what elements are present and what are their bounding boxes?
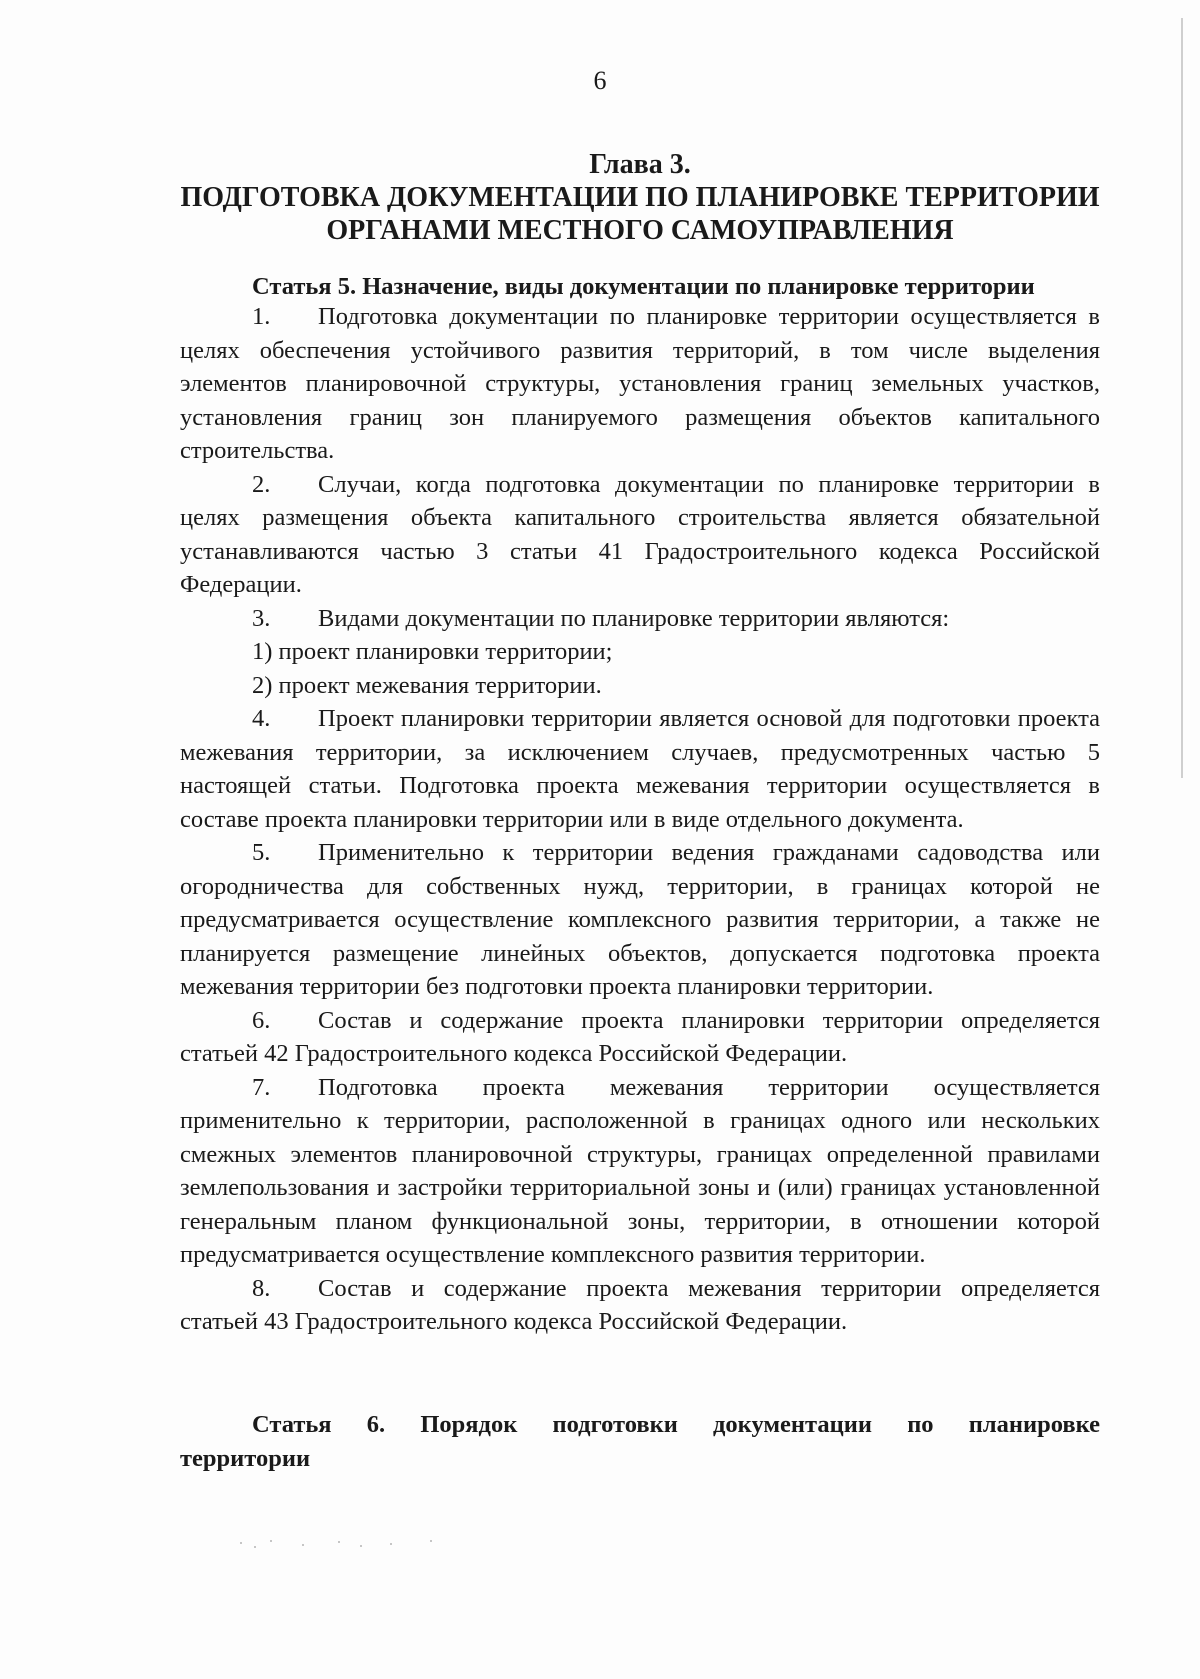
article-6-word: 6.	[366, 1411, 386, 1438]
chapter-heading	[180, 148, 1100, 247]
paragraph-5	[180, 836, 1100, 1004]
article-6-title-line-1	[180, 1408, 1100, 1442]
article-5-title: Статья 5. Назначение, виды документации по планировке территории	[252, 273, 1035, 300]
paragraph-text: Применительно к территории ведения гражданами садоводства или огородничества для собственных нужд, территории, в границах которой не предусматривается осуществление комплексного развития территории, а также не планируется размещение линейных объектов, допускается подготовка проекта межевания территории без подготовки проекта планировки территории.	[180, 839, 1100, 1000]
paragraph-text: Состав и содержание проекта межевания территории определяется статьей 43 Градостроительного кодекса Российской Федерации.	[180, 1274, 1100, 1335]
paragraph-2	[180, 468, 1100, 602]
article-6-word: подготовки	[552, 1411, 678, 1438]
chapter-title-line-2: ОРГАНАМИ МЕСТНОГО САМОУПРАВЛЕНИЯ	[326, 215, 954, 246]
paragraph-number: 5.	[252, 839, 271, 866]
paragraph-text: Подготовка документации по планировке территории осуществляется в целях обеспечения устойчивого развития территорий, в том числе выделения элементов планировочной структуры, установления границ земельных участков, установления границ зон планируемого размещения объектов капитального строительства.	[180, 303, 1100, 464]
paragraph-3-item-2	[180, 669, 1100, 703]
paragraph-text: Случаи, когда подготовка документации по планировке территории в целях размещения объекта капитального строительства является обязательной устанавливаются частью 3 статьи 41 Градостроительного кодекса Российской Федерации.	[180, 470, 1100, 598]
paragraph-number: 7.	[252, 1073, 271, 1101]
paragraph-4	[180, 702, 1100, 836]
article-6-word: документации	[713, 1411, 872, 1438]
paragraph-text: 1) проект планировки территории;	[252, 638, 613, 665]
chapter-title-line-1: ПОДГОТОВКА ДОКУМЕНТАЦИИ ПО ПЛАНИРОВКЕ ТЕРРИТОРИИ	[180, 182, 1100, 213]
article-6-word: по	[907, 1411, 934, 1438]
article-6-word: Статья	[252, 1411, 332, 1438]
scan-specks	[240, 1538, 540, 1558]
paragraph-3-item-1	[180, 635, 1100, 669]
scan-speck	[390, 1543, 392, 1545]
paragraph-3	[180, 602, 1100, 636]
article-6-title	[180, 1408, 1100, 1476]
scan-speck	[270, 1540, 272, 1542]
paragraph-number: 4.	[252, 705, 271, 732]
paragraph-number: 8.	[252, 1274, 271, 1302]
paragraph-text: Видами документации по планировке территории являются:	[318, 604, 950, 632]
scan-speck	[254, 1546, 256, 1548]
paragraph-1	[180, 300, 1100, 468]
paragraph-6	[180, 1004, 1100, 1071]
paragraph-number: 6.	[252, 1006, 271, 1034]
scan-speck	[338, 1541, 340, 1543]
article-6-title-line-2: территории	[180, 1445, 311, 1472]
article-6-word: планировке	[968, 1411, 1100, 1438]
scan-speck	[302, 1544, 304, 1546]
paragraph-number: 2.	[252, 470, 271, 498]
paragraph-text: Состав и содержание проекта планировки территории определяется статьей 42 Градостроительного кодекса Российской Федерации.	[180, 1006, 1100, 1067]
scan-edge-line	[1181, 18, 1183, 778]
paragraph-number: 3.	[252, 604, 271, 632]
page-number: 6	[593, 66, 607, 95]
article-5-body	[180, 300, 1100, 1339]
paragraph-text: Проект планировки территории является основой для подготовки проекта межевания территории, за исключением случаев, предусмотренных частью 5 настоящей статьи. Подготовка проекта межевания территории осуществляется в составе проекта планировки территории или в виде отдельного документа.	[180, 705, 1100, 833]
paragraph-8	[180, 1272, 1100, 1339]
chapter-label: Глава 3.	[589, 149, 691, 180]
scan-speck	[240, 1542, 242, 1544]
paragraph-text: Подготовка проекта межевания территории осуществляется применительно к территории, расположенной в границах одного или нескольких смежных элементов планировочной структуры, границах определенной правилами землепользования и застройки территориальной зоны и (или) границах установленной генеральным планом функциональной зоны, территории, в отношении которой предусматривается осуществление комплексного развития территории.	[180, 1073, 1100, 1268]
article-6-word: Порядок	[420, 1411, 518, 1438]
scan-speck	[430, 1540, 432, 1542]
paragraph-number: 1.	[252, 303, 271, 330]
paragraph-text: 2) проект межевания территории.	[252, 671, 602, 699]
paragraph-7	[180, 1071, 1100, 1272]
scan-speck	[360, 1545, 362, 1547]
